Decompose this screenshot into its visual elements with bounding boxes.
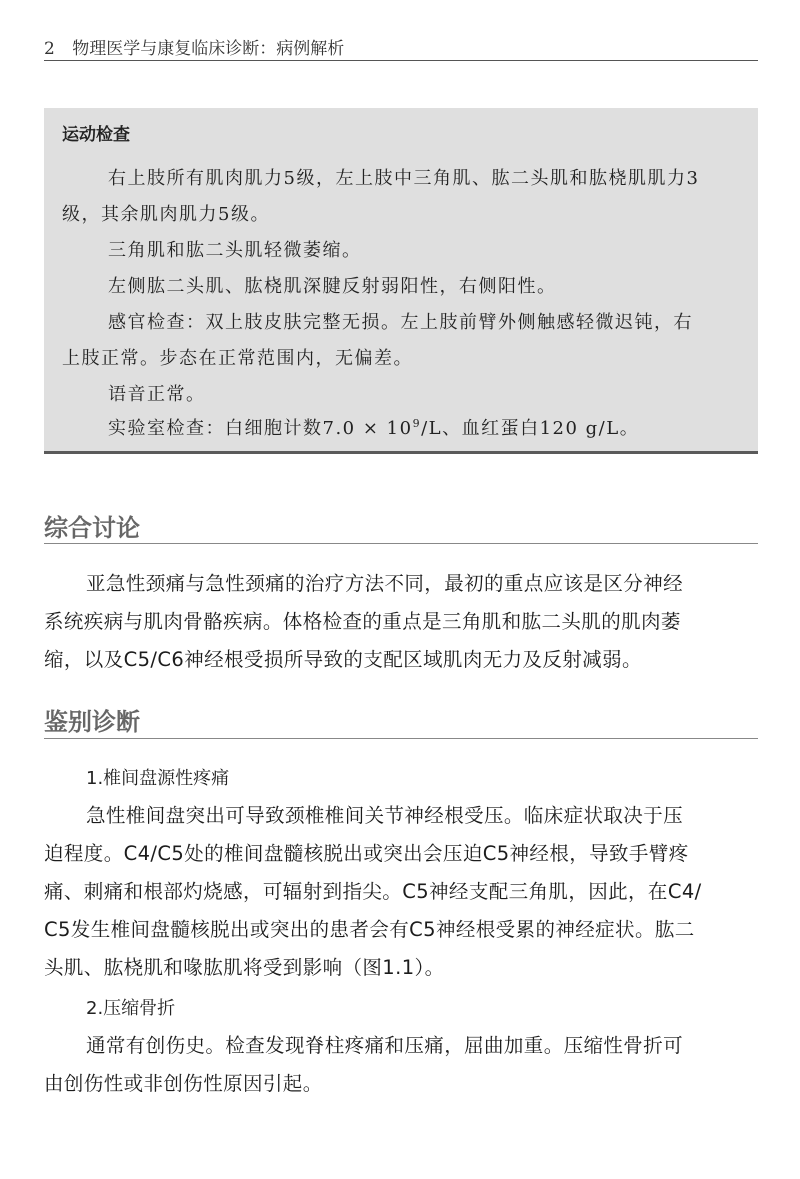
disc-pain-line: 急性椎间盘突出可导致颈椎椎间关节神经根受压。临床症状取决于压 xyxy=(86,804,684,827)
differential-heading-rule xyxy=(44,738,758,739)
exam-line: 语音正常。 xyxy=(108,384,206,405)
exam-line: 上肢正常。步态在正常范围内，无偏差。 xyxy=(62,348,413,369)
exam-line: 级，其余肌肉肌力5级。 xyxy=(62,204,270,225)
exam-line: 右上肢所有肌肉肌力5级，左上肢中三角肌、肱二头肌和肱桡肌肌力3 xyxy=(108,168,700,189)
discussion-heading: 综合讨论 xyxy=(44,514,140,542)
differential-heading: 鉴别诊断 xyxy=(44,708,140,736)
running-header xyxy=(44,34,758,59)
exam-line: 左侧肱二头肌、肱桡肌深腱反射弱阳性，右侧阳性。 xyxy=(108,276,557,297)
fracture-line: 由创伤性或非创伤性原因引起。 xyxy=(44,1072,323,1095)
subheading-disc-pain: 1.椎间盘源性疼痛 xyxy=(86,768,230,789)
discussion-heading-rule xyxy=(44,543,758,544)
book-title: 物理医学与康复临床诊断：病例解析 xyxy=(72,39,345,59)
disc-pain-line: 头肌、肱桡肌和喙肱肌将受到影响（图1.1）。 xyxy=(44,956,445,979)
discussion-line: 亚急性颈痛与急性颈痛的治疗方法不同，最初的重点应该是区分神经 xyxy=(86,572,684,595)
lab-result-line xyxy=(108,414,639,440)
header-divider xyxy=(44,60,758,61)
subheading-compression-fracture: 2.压缩骨折 xyxy=(86,998,176,1019)
exam-box xyxy=(44,108,758,454)
lab-prefix: 实验室检查：白细胞计数7.0 × 10 xyxy=(108,418,413,439)
disc-pain-line: 迫程度。C4/C5处的椎间盘髓核脱出或突出会压迫C5神经根，导致手臂疼 xyxy=(44,842,689,865)
exam-line: 感官检查：双上肢皮肤完整无损。左上肢前臂外侧触感轻微迟钝，右 xyxy=(108,312,693,333)
lab-exponent: 9 xyxy=(412,417,422,430)
disc-pain-line: 痛、刺痛和根部灼烧感，可辐射到指尖。C5神经支配三角肌，因此，在C4/ xyxy=(44,880,702,903)
disc-pain-line: C5发生椎间盘髓核脱出或突出的患者会有C5神经根受累的神经症状。肱二 xyxy=(44,918,695,941)
fracture-line: 通常有创伤史。检查发现脊柱疼痛和压痛，屈曲加重。压缩性骨折可 xyxy=(86,1034,684,1057)
page-number: 2 xyxy=(44,39,55,59)
discussion-line: 缩，以及C5/C6神经根受损所导致的支配区域肌肉无力及反射减弱。 xyxy=(44,648,642,671)
exam-line: 三角肌和肱二头肌轻微萎缩。 xyxy=(108,240,362,261)
lab-suffix: /L、血红蛋白120 g/L。 xyxy=(421,418,640,439)
discussion-line: 系统疾病与肌肉骨骼疾病。体格检查的重点是三角肌和肱二头肌的肌肉萎 xyxy=(44,610,681,633)
exam-box-title: 运动检查 xyxy=(62,125,130,145)
